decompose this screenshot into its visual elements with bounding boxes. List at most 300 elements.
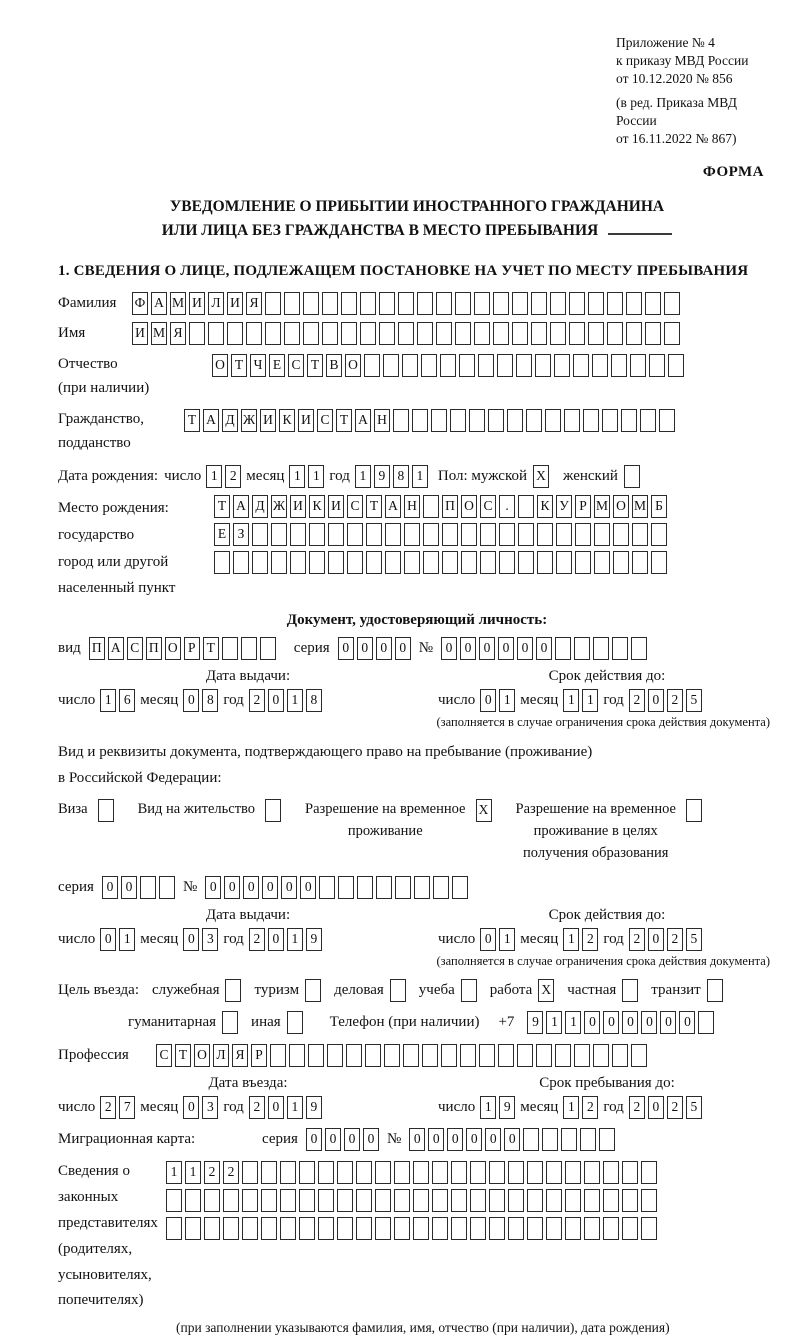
form-cell[interactable]: Я — [232, 1044, 248, 1067]
form-cell[interactable]: Р — [184, 637, 200, 660]
form-cell[interactable]: 8 — [306, 689, 322, 712]
form-cell[interactable] — [569, 322, 585, 345]
form-cell[interactable] — [603, 1161, 619, 1184]
form-cell[interactable] — [442, 523, 458, 546]
form-cell[interactable]: Т — [307, 354, 323, 377]
form-cell[interactable] — [479, 1044, 495, 1067]
form-cell[interactable] — [537, 523, 553, 546]
form-cell[interactable] — [166, 1189, 182, 1212]
form-cell[interactable] — [394, 1189, 410, 1212]
form-cell[interactable] — [583, 409, 599, 432]
form-cell[interactable] — [375, 1161, 391, 1184]
form-cell[interactable]: И — [189, 292, 205, 315]
form-cell[interactable] — [493, 322, 509, 345]
form-cell[interactable]: Л — [208, 292, 224, 315]
form-cell[interactable]: М — [170, 292, 186, 315]
form-cell[interactable]: 0 — [205, 876, 221, 899]
form-cell[interactable] — [624, 465, 640, 488]
form-cell[interactable]: 0 — [357, 637, 373, 660]
form-cell[interactable] — [385, 523, 401, 546]
form-cell[interactable]: 0 — [281, 876, 297, 899]
form-cell[interactable]: 0 — [622, 1011, 638, 1034]
form-cell[interactable]: 3 — [202, 928, 218, 951]
form-cell[interactable] — [523, 1128, 539, 1151]
form-cell[interactable]: 0 — [262, 876, 278, 899]
form-cell[interactable]: С — [127, 637, 143, 660]
form-cell[interactable]: 1 — [563, 928, 579, 951]
form-cell[interactable] — [565, 1217, 581, 1240]
form-cell[interactable] — [474, 292, 490, 315]
form-cell[interactable]: 0 — [428, 1128, 444, 1151]
form-cell[interactable] — [417, 292, 433, 315]
form-cell[interactable] — [394, 1161, 410, 1184]
form-cell[interactable]: Р — [575, 495, 591, 518]
form-cell[interactable]: У — [556, 495, 572, 518]
form-cell[interactable]: Т — [231, 354, 247, 377]
form-cell[interactable] — [341, 292, 357, 315]
form-cell[interactable] — [542, 1128, 558, 1151]
form-cell[interactable]: 0 — [100, 928, 116, 951]
form-cell[interactable] — [337, 1161, 353, 1184]
form-cell[interactable] — [442, 551, 458, 574]
form-cell[interactable] — [322, 292, 338, 315]
form-cell[interactable] — [450, 409, 466, 432]
form-cell[interactable] — [436, 292, 452, 315]
form-cell[interactable] — [265, 292, 281, 315]
form-cell[interactable] — [356, 1189, 372, 1212]
purpose-checkbox[interactable] — [222, 1011, 238, 1034]
form-cell[interactable]: 0 — [485, 1128, 501, 1151]
form-cell[interactable]: 0 — [504, 1128, 520, 1151]
form-cell[interactable] — [664, 322, 680, 345]
form-cell[interactable] — [659, 409, 675, 432]
form-cell[interactable] — [611, 354, 627, 377]
form-cell[interactable] — [337, 1189, 353, 1212]
form-cell[interactable] — [512, 292, 528, 315]
form-cell[interactable]: 1 — [308, 465, 324, 488]
form-cell[interactable]: 1 — [582, 689, 598, 712]
form-cell[interactable] — [574, 637, 590, 660]
form-cell[interactable] — [395, 876, 411, 899]
form-cell[interactable]: 0 — [498, 637, 514, 660]
form-cell[interactable]: 0 — [648, 689, 664, 712]
form-cell[interactable]: 0 — [395, 637, 411, 660]
form-cell[interactable] — [612, 1044, 628, 1067]
form-cell[interactable]: И — [290, 495, 306, 518]
form-cell[interactable] — [366, 523, 382, 546]
form-cell[interactable] — [417, 322, 433, 345]
form-cell[interactable] — [375, 1189, 391, 1212]
form-cell[interactable] — [569, 292, 585, 315]
form-cell[interactable] — [252, 551, 268, 574]
form-cell[interactable] — [140, 876, 156, 899]
form-cell[interactable] — [507, 409, 523, 432]
form-cell[interactable] — [214, 551, 230, 574]
form-cell[interactable] — [309, 523, 325, 546]
form-cell[interactable] — [402, 354, 418, 377]
form-cell[interactable]: 0 — [268, 928, 284, 951]
form-cell[interactable]: 0 — [517, 637, 533, 660]
form-cell[interactable] — [413, 1217, 429, 1240]
form-cell[interactable]: 1 — [546, 1011, 562, 1034]
form-cell[interactable]: 5 — [686, 1096, 702, 1119]
form-cell[interactable]: И — [260, 409, 276, 432]
form-cell[interactable] — [159, 876, 175, 899]
form-cell[interactable] — [531, 292, 547, 315]
form-cell[interactable] — [622, 1217, 638, 1240]
form-cell[interactable] — [645, 322, 661, 345]
form-cell[interactable] — [337, 1217, 353, 1240]
form-cell[interactable]: Е — [269, 354, 285, 377]
form-cell[interactable] — [518, 551, 534, 574]
form-cell[interactable] — [327, 1044, 343, 1067]
form-cell[interactable]: 8 — [202, 689, 218, 712]
form-cell[interactable]: П — [442, 495, 458, 518]
form-cell[interactable] — [508, 1189, 524, 1212]
form-cell[interactable] — [379, 322, 395, 345]
form-cell[interactable] — [433, 876, 449, 899]
purpose-checkbox[interactable] — [287, 1011, 303, 1034]
form-cell[interactable] — [423, 551, 439, 574]
form-cell[interactable]: 2 — [667, 928, 683, 951]
form-cell[interactable] — [489, 1189, 505, 1212]
form-cell[interactable] — [631, 1044, 647, 1067]
form-cell[interactable] — [364, 354, 380, 377]
form-cell[interactable] — [455, 292, 471, 315]
form-cell[interactable]: П — [146, 637, 162, 660]
form-cell[interactable]: А — [355, 409, 371, 432]
form-cell[interactable] — [356, 1161, 372, 1184]
form-cell[interactable]: 1 — [563, 689, 579, 712]
form-cell[interactable]: 0 — [183, 1096, 199, 1119]
form-cell[interactable]: 0 — [268, 689, 284, 712]
form-cell[interactable] — [185, 1189, 201, 1212]
form-cell[interactable]: Д — [222, 409, 238, 432]
form-cell[interactable]: 2 — [204, 1161, 220, 1184]
form-cell[interactable]: 8 — [393, 465, 409, 488]
form-cell[interactable]: Ч — [250, 354, 266, 377]
form-cell[interactable]: 0 — [466, 1128, 482, 1151]
form-cell[interactable] — [461, 523, 477, 546]
form-cell[interactable]: Р — [251, 1044, 267, 1067]
form-cell[interactable]: 2 — [249, 928, 265, 951]
form-cell[interactable] — [404, 551, 420, 574]
form-cell[interactable] — [423, 495, 439, 518]
form-cell[interactable] — [356, 1217, 372, 1240]
form-cell[interactable] — [289, 1044, 305, 1067]
form-cell[interactable] — [565, 1189, 581, 1212]
form-cell[interactable] — [588, 292, 604, 315]
form-cell[interactable] — [460, 1044, 476, 1067]
form-cell[interactable]: X — [476, 799, 492, 822]
form-cell[interactable] — [469, 409, 485, 432]
form-cell[interactable]: 2 — [582, 928, 598, 951]
form-cell[interactable] — [575, 523, 591, 546]
form-cell[interactable] — [421, 354, 437, 377]
form-cell[interactable]: 0 — [479, 637, 495, 660]
form-cell[interactable] — [593, 1044, 609, 1067]
form-cell[interactable]: 2 — [100, 1096, 116, 1119]
form-cell[interactable] — [360, 292, 376, 315]
form-cell[interactable] — [432, 1217, 448, 1240]
form-cell[interactable]: Т — [336, 409, 352, 432]
form-cell[interactable] — [632, 551, 648, 574]
form-cell[interactable]: 2 — [629, 1096, 645, 1119]
form-cell[interactable] — [233, 551, 249, 574]
form-cell[interactable] — [223, 1189, 239, 1212]
form-cell[interactable]: 0 — [102, 876, 118, 899]
form-cell[interactable]: 0 — [243, 876, 259, 899]
form-cell[interactable] — [508, 1217, 524, 1240]
form-cell[interactable] — [242, 1217, 258, 1240]
form-cell[interactable]: С — [288, 354, 304, 377]
form-cell[interactable] — [518, 523, 534, 546]
form-cell[interactable]: 0 — [183, 689, 199, 712]
form-cell[interactable] — [499, 523, 515, 546]
form-cell[interactable]: 0 — [338, 637, 354, 660]
form-cell[interactable]: Т — [203, 637, 219, 660]
form-cell[interactable] — [546, 1189, 562, 1212]
form-cell[interactable]: 1 — [355, 465, 371, 488]
form-cell[interactable] — [189, 322, 205, 345]
form-cell[interactable]: 1 — [499, 689, 515, 712]
form-cell[interactable]: Б — [651, 495, 667, 518]
form-cell[interactable]: С — [480, 495, 496, 518]
form-cell[interactable]: С — [156, 1044, 172, 1067]
form-cell[interactable] — [303, 292, 319, 315]
form-cell[interactable]: X — [533, 465, 549, 488]
form-cell[interactable] — [546, 1161, 562, 1184]
form-cell[interactable]: 9 — [374, 465, 390, 488]
form-cell[interactable] — [640, 409, 656, 432]
form-cell[interactable]: 0 — [306, 1128, 322, 1151]
form-cell[interactable] — [488, 409, 504, 432]
form-cell[interactable] — [398, 322, 414, 345]
form-cell[interactable]: И — [132, 322, 148, 345]
form-cell[interactable] — [631, 637, 647, 660]
form-cell[interactable]: 0 — [480, 689, 496, 712]
form-cell[interactable] — [376, 876, 392, 899]
form-cell[interactable] — [531, 322, 547, 345]
form-cell[interactable] — [318, 1189, 334, 1212]
form-cell[interactable]: 1 — [480, 1096, 496, 1119]
form-cell[interactable]: 5 — [686, 689, 702, 712]
form-cell[interactable] — [185, 1217, 201, 1240]
form-cell[interactable]: З — [233, 523, 249, 546]
form-cell[interactable] — [641, 1217, 657, 1240]
form-cell[interactable] — [622, 1161, 638, 1184]
form-cell[interactable] — [436, 322, 452, 345]
form-cell[interactable]: А — [233, 495, 249, 518]
form-cell[interactable]: 9 — [306, 928, 322, 951]
form-cell[interactable]: И — [328, 495, 344, 518]
form-cell[interactable]: 0 — [460, 637, 476, 660]
form-cell[interactable] — [346, 1044, 362, 1067]
form-cell[interactable]: 2 — [582, 1096, 598, 1119]
form-cell[interactable]: А — [108, 637, 124, 660]
form-cell[interactable] — [599, 1128, 615, 1151]
form-cell[interactable] — [357, 876, 373, 899]
purpose-checkbox[interactable] — [461, 979, 477, 1002]
form-cell[interactable] — [574, 1044, 590, 1067]
form-cell[interactable]: 2 — [667, 689, 683, 712]
form-cell[interactable] — [227, 322, 243, 345]
form-cell[interactable] — [280, 1189, 296, 1212]
form-cell[interactable] — [383, 354, 399, 377]
form-cell[interactable]: М — [594, 495, 610, 518]
form-cell[interactable]: 0 — [584, 1011, 600, 1034]
form-cell[interactable] — [592, 354, 608, 377]
form-cell[interactable]: 0 — [121, 876, 137, 899]
form-cell[interactable] — [451, 1217, 467, 1240]
form-cell[interactable]: 2 — [223, 1161, 239, 1184]
form-cell[interactable] — [556, 523, 572, 546]
form-cell[interactable] — [385, 551, 401, 574]
form-cell[interactable]: Т — [184, 409, 200, 432]
form-cell[interactable]: М — [151, 322, 167, 345]
form-cell[interactable] — [451, 1161, 467, 1184]
form-cell[interactable] — [303, 322, 319, 345]
form-cell[interactable]: 2 — [629, 928, 645, 951]
form-cell[interactable] — [499, 551, 515, 574]
form-cell[interactable]: А — [203, 409, 219, 432]
form-cell[interactable] — [641, 1189, 657, 1212]
form-cell[interactable]: А — [385, 495, 401, 518]
form-cell[interactable] — [508, 1161, 524, 1184]
form-cell[interactable] — [478, 354, 494, 377]
form-cell[interactable]: 1 — [287, 1096, 303, 1119]
form-cell[interactable] — [573, 354, 589, 377]
form-cell[interactable]: Ж — [241, 409, 257, 432]
form-cell[interactable] — [664, 292, 680, 315]
form-cell[interactable]: С — [347, 495, 363, 518]
form-cell[interactable] — [328, 523, 344, 546]
form-cell[interactable] — [550, 292, 566, 315]
form-cell[interactable] — [480, 523, 496, 546]
form-cell[interactable] — [328, 551, 344, 574]
form-cell[interactable]: Н — [374, 409, 390, 432]
form-cell[interactable] — [668, 354, 684, 377]
form-cell[interactable]: 0 — [325, 1128, 341, 1151]
form-cell[interactable] — [208, 322, 224, 345]
form-cell[interactable]: А — [151, 292, 167, 315]
form-cell[interactable]: Т — [175, 1044, 191, 1067]
form-cell[interactable] — [498, 1044, 514, 1067]
form-cell[interactable] — [580, 1128, 596, 1151]
form-cell[interactable]: 9 — [499, 1096, 515, 1119]
form-cell[interactable] — [379, 292, 395, 315]
form-cell[interactable] — [584, 1217, 600, 1240]
form-cell[interactable]: 1 — [287, 928, 303, 951]
form-cell[interactable]: К — [537, 495, 553, 518]
form-cell[interactable] — [603, 1189, 619, 1212]
form-cell[interactable] — [455, 322, 471, 345]
form-cell[interactable] — [360, 322, 376, 345]
form-cell[interactable]: Т — [214, 495, 230, 518]
form-cell[interactable] — [242, 1161, 258, 1184]
form-cell[interactable] — [593, 637, 609, 660]
form-cell[interactable] — [252, 523, 268, 546]
form-cell[interactable] — [546, 1217, 562, 1240]
form-cell[interactable] — [480, 551, 496, 574]
form-cell[interactable]: О — [613, 495, 629, 518]
form-cell[interactable] — [265, 799, 281, 822]
form-cell[interactable] — [441, 1044, 457, 1067]
form-cell[interactable] — [588, 322, 604, 345]
form-cell[interactable]: 0 — [224, 876, 240, 899]
form-cell[interactable] — [470, 1217, 486, 1240]
form-cell[interactable] — [270, 1044, 286, 1067]
purpose-checkbox[interactable] — [707, 979, 723, 1002]
form-cell[interactable] — [649, 354, 665, 377]
form-cell[interactable] — [602, 409, 618, 432]
form-cell[interactable] — [470, 1161, 486, 1184]
form-cell[interactable]: 6 — [119, 689, 135, 712]
form-cell[interactable] — [550, 322, 566, 345]
purpose-checkbox[interactable] — [305, 979, 321, 1002]
form-cell[interactable] — [612, 637, 628, 660]
form-cell[interactable]: 0 — [409, 1128, 425, 1151]
form-cell[interactable] — [284, 322, 300, 345]
form-cell[interactable]: 1 — [100, 689, 116, 712]
form-cell[interactable] — [261, 1189, 277, 1212]
form-cell[interactable] — [497, 354, 513, 377]
form-cell[interactable]: Я — [170, 322, 186, 345]
form-cell[interactable] — [603, 1217, 619, 1240]
form-cell[interactable]: О — [194, 1044, 210, 1067]
form-cell[interactable]: О — [461, 495, 477, 518]
form-cell[interactable] — [440, 354, 456, 377]
form-cell[interactable] — [527, 1161, 543, 1184]
form-cell[interactable] — [621, 409, 637, 432]
form-cell[interactable] — [555, 637, 571, 660]
form-cell[interactable]: 2 — [249, 689, 265, 712]
form-cell[interactable] — [260, 637, 276, 660]
form-cell[interactable] — [518, 495, 534, 518]
form-cell[interactable] — [470, 1189, 486, 1212]
form-cell[interactable] — [686, 799, 702, 822]
form-cell[interactable]: 1 — [287, 689, 303, 712]
form-cell[interactable]: 0 — [447, 1128, 463, 1151]
form-cell[interactable] — [461, 551, 477, 574]
form-cell[interactable] — [452, 876, 468, 899]
form-cell[interactable] — [537, 551, 553, 574]
form-cell[interactable] — [366, 551, 382, 574]
form-cell[interactable] — [290, 523, 306, 546]
form-cell[interactable] — [489, 1217, 505, 1240]
form-cell[interactable]: Д — [252, 495, 268, 518]
form-cell[interactable]: И — [227, 292, 243, 315]
form-cell[interactable]: О — [345, 354, 361, 377]
form-cell[interactable]: 1 — [563, 1096, 579, 1119]
form-cell[interactable] — [271, 523, 287, 546]
form-cell[interactable] — [98, 799, 114, 822]
purpose-checkbox[interactable] — [390, 979, 406, 1002]
form-cell[interactable] — [384, 1044, 400, 1067]
form-cell[interactable] — [347, 523, 363, 546]
form-cell[interactable] — [431, 409, 447, 432]
form-cell[interactable] — [222, 637, 238, 660]
form-cell[interactable]: 0 — [660, 1011, 676, 1034]
form-cell[interactable]: . — [499, 495, 515, 518]
form-cell[interactable] — [322, 322, 338, 345]
form-cell[interactable]: 0 — [363, 1128, 379, 1151]
form-cell[interactable] — [493, 292, 509, 315]
form-cell[interactable] — [422, 1044, 438, 1067]
form-cell[interactable] — [626, 292, 642, 315]
form-cell[interactable] — [474, 322, 490, 345]
form-cell[interactable] — [271, 551, 287, 574]
